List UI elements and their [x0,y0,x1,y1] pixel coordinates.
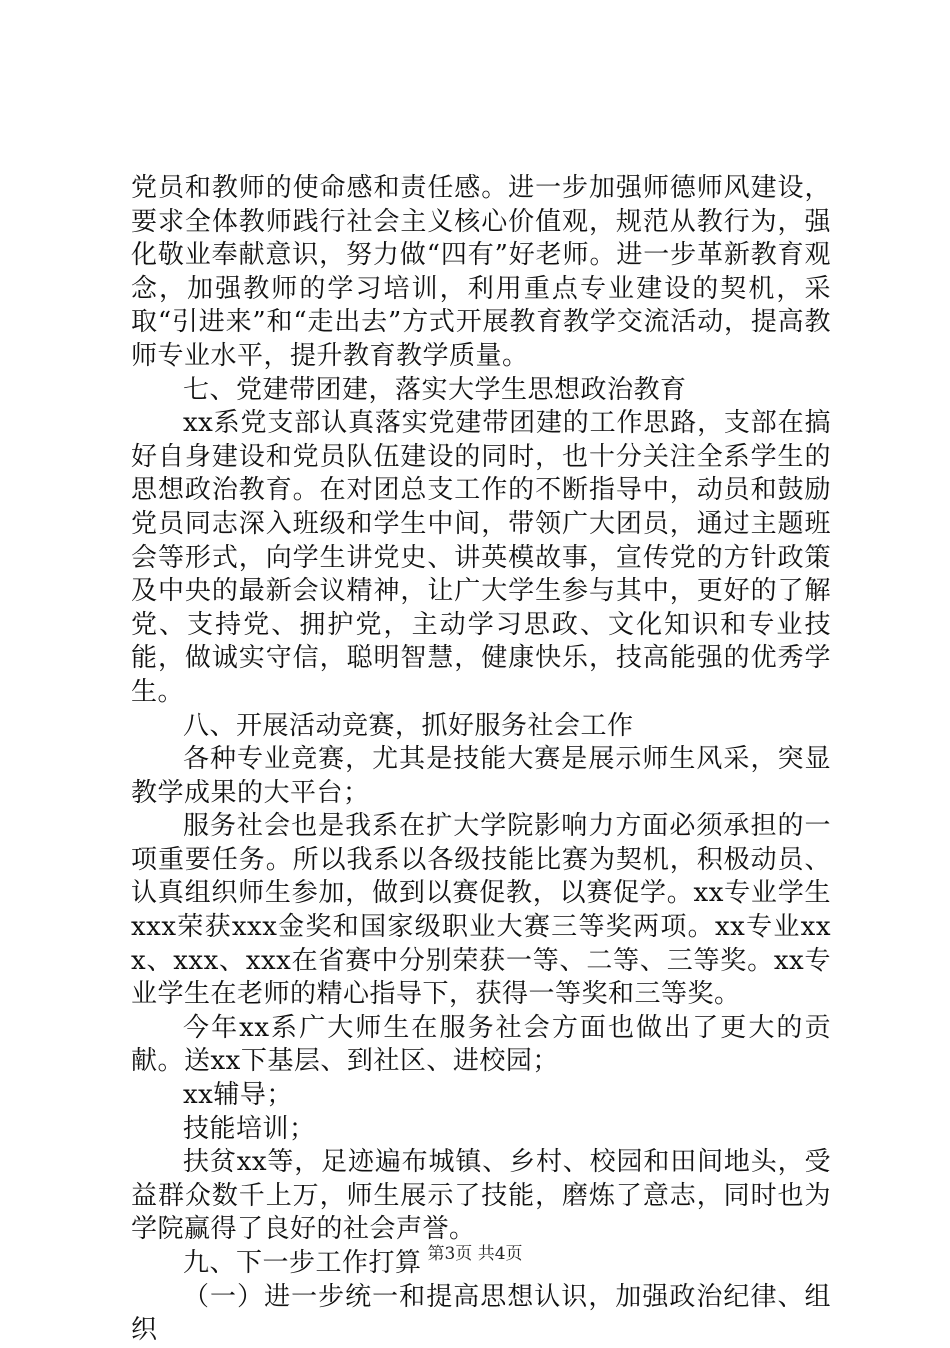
list-item-training: 技能培训； [183,1113,316,1144]
list-item-tutoring: xx辅导； [183,1080,293,1111]
paragraph-next-steps-1: （一）进一步统一和提高思想认识，加强政治纪律、组织 [131,1281,831,1346]
section-heading-8: 八、开展活动竞赛，抓好服务社会工作 [183,710,634,741]
section-heading-7: 七、党建带团建，落实大学生思想政治教育 [183,374,687,405]
page-number-footer: 第3页 共4页 [427,1244,523,1264]
paragraph-social-service: 服务社会也是我系在扩大学院影响力方面必须承担的一项重要任务。所以我系以各级技能比赛为契机，积极动员、认真组织师生参加，做到以赛促教，以赛促学。xx专业学生xxx荣获xxx金奖和国家级职业大赛三等奖两项。xx专业xxx、xxx、xxx在省赛中分别荣获一等、二等、三等奖。xx专业学生在老师的精心指导下，获得一等奖和三等奖。 [131,811,831,1010]
section-heading-9: 九、下一步工作打算 [183,1248,422,1278]
paragraph-party-building: xx系党支部认真落实党建带团建的工作思路，支部在搞好自身建设和党员队伍建设的同时，也十分关注全系学生的思想政治教育。在对团总支工作的不断指导中，动员和鼓励党员同志深入班级和学生中间，带领广大团员，通过主题班会等形式，向学生讲党史、讲英模故事，宣传党的方针政策及中央的最新会议精神，让广大学生参与其中，更好的了解党、支持党、拥护党，主动学习思政、文化知识和专业技能，做诚实守信，聪明智慧，健康快乐，技高能强的优秀学生。 [131,408,831,707]
paragraph-poverty-relief: 扶贫xx等，足迹遍布城镇、乡村、校园和田间地头，受益群众数千上万，师生展示了技能，磨炼了意志，同时也为学院赢得了良好的社会声誉。 [131,1147,831,1245]
paragraph-contribution: 今年xx系广大师生在服务社会方面也做出了更大的贡献。送xx下基层、到社区、进校园； [131,1012,831,1077]
paragraph-competitions: 各种专业竞赛，尤其是技能大赛是展示师生风采，突显教学成果的大平台； [131,744,831,808]
paragraph-continuation: 党员和教师的使命感和责任感。进一步加强师德师风建设，要求全体教师践行社会主义核心价值观，规范从教行为，强化敬业奉献意识，努力做“四有”好老师。进一步革新教育观念，加强教师的学习培训，利用重点专业建设的契机，采取“引进来”和“走出去”方式开展教育教学交流活动，提高教师专业水平，提升教育教学质量。 [131,173,831,371]
document-body [131,172,831,1348]
